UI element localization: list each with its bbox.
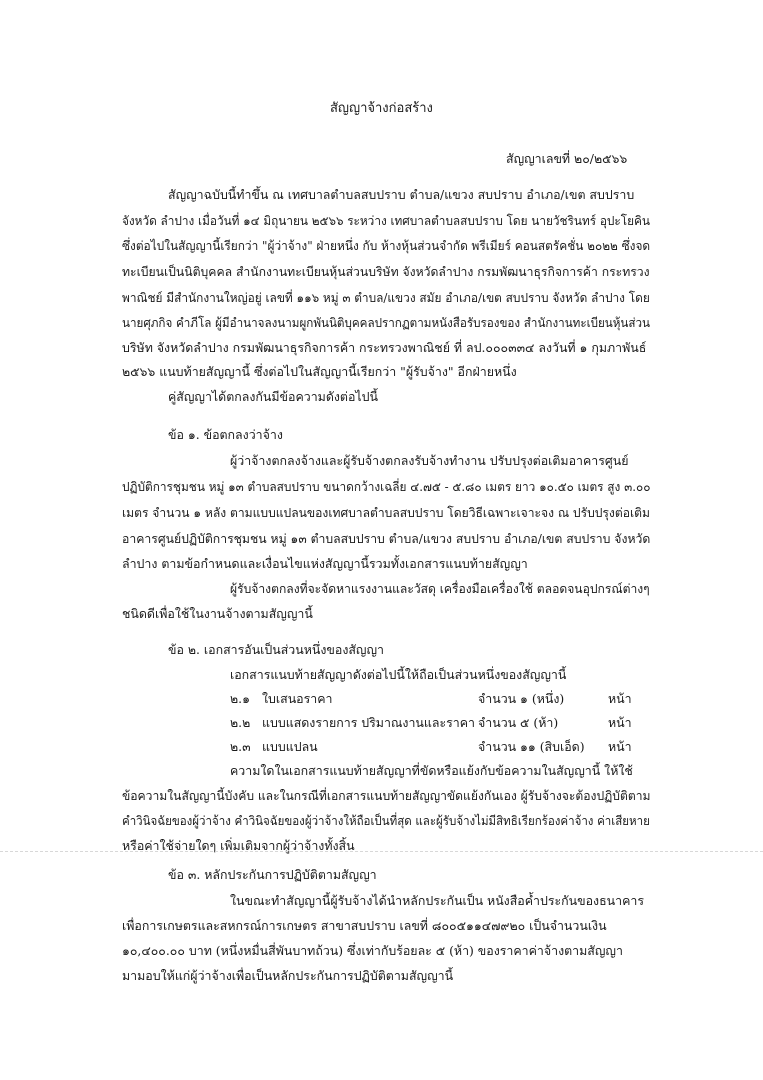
clause-3-line: มามอบให้แก่ผู้ว่าจ้างเพื่อเป็นหลักประกันการปฏิบัติตามสัญญานี้ — [122, 968, 454, 983]
intro-line: ซึ่งต่อไปในสัญญานี้เรียกว่า "ผู้ว่าจ้าง" ฝ่ายหนึ่ง กับ ห้างหุ้นส่วนจำกัด พรีเมียร์ คอนสตรัคชั่น ๒๐๒๒ ซึ่งจด — [122, 238, 651, 253]
clause-1-line: ผู้รับจ้างตกลงที่จะจัดหาแรงงานและวัสดุ เครื่องมือเครื่องใช้ ตลอดจนอุปกรณ์ต่างๆ — [230, 581, 650, 596]
clause-3-heading: ข้อ ๓. หลักประกันการปฏิบัติตามสัญญา — [168, 867, 377, 882]
attachment-name: แบบแสดงรายการ ปริมาณงานและราคา — [262, 715, 476, 730]
intro-line: บริษัท จังหวัดลำปาง กรมพัฒนาธุรกิจการค้า กระทรวงพาณิชย์ ที่ ลป.๐๐๐๓๓๔ ลงวันที่ ๑ กุมภาพันธ์ — [122, 340, 647, 355]
attachment-amount: จำนวน ๑ (หนึ่ง) — [478, 691, 565, 706]
clause-1-line: ผู้ว่าจ้างตกลงจ้างและผู้รับจ้างตกลงรับจ้างทำงาน ปรับปรุงต่อเติมอาคารศูนย์ — [230, 453, 629, 468]
intro-line: นายศุภกิจ คำภีโล ผู้มีอำนาจลงนามผูกพันนิติบุคคลปรากฏตามหนังสือรับรองของ สำนักงานทะเบียนหุ้นส่วน — [122, 315, 651, 330]
attachment-unit: หน้า — [608, 739, 632, 754]
clause-1-line: ชนิดดีเพื่อใช้ในงานจ้างตามสัญญานี้ — [122, 606, 313, 621]
attachment-name: ใบเสนอราคา — [262, 691, 333, 706]
clause-2-line: คำวินิจฉัยของผู้ว่าจ้าง คำวินิจฉัยของผู้ว่าจ้างให้ถือเป็นที่สุด และผู้รับจ้างไม่มีสิทธิเรียกร้องค่าจ้าง ค่าเสียหาย — [122, 813, 650, 828]
clause-3-line: เพื่อการเกษตรและสหกรณ์การเกษตร สาขาสบปราบ เลขที่ ๘๐๐๕๑๑๔๗๙๒๐ เป็นจำนวนเงิน — [122, 918, 607, 933]
clause-1-line: ลำปาง ตามข้อกำหนดและเงื่อนไขแห่งสัญญานี้รวมทั้งเอกสารแนบท้ายสัญญา — [122, 556, 528, 571]
contract-number: สัญญาเลขที่ ๒๐/๒๕๖๖ — [506, 151, 628, 166]
attachment-unit: หน้า — [608, 691, 632, 706]
intro-line: สัญญาฉบับนี้ทำขึ้น ณ เทศบาลตำบลสบปราบ ตำบล/แขวง สบปราบ อำเภอ/เขต สบปราบ — [168, 187, 635, 202]
attachment-amount: จำนวน ๕ (ห้า) — [478, 715, 559, 730]
scan-artifact-line — [0, 851, 763, 852]
clause-2-line: หรือค่าใช้จ่ายใดๆ เพิ่มเติมจากผู้ว่าจ้างทั้งสิ้น — [122, 838, 355, 853]
clause-2-heading: ข้อ ๒. เอกสารอันเป็นส่วนหนึ่งของสัญญา — [168, 642, 385, 657]
clause-2-line: ความใดในเอกสารแนบท้ายสัญญาที่ขัดหรือแย้งกับข้อความในสัญญานี้ ให้ใช้ — [230, 763, 633, 778]
clause-1-line: ปฏิบัติการชุมชน หมู่ ๑๓ ตำบลสบปราบ ขนาดกว้างเฉลี่ย ๔.๗๕ - ๕.๘๐ เมตร ยาว ๑๐.๕๐ เมตร สูง ๓.๐๐ — [122, 479, 651, 494]
attachment-amount: จำนวน ๑๑ (สิบเอ็ด) — [478, 739, 585, 754]
intro-line: ทะเบียนเป็นนิติบุคคล สำนักงานทะเบียนหุ้นส่วนบริษัท จังหวัดลำปาง กรมพัฒนาธุรกิจการค้า กระทรวง — [122, 264, 650, 279]
attachment-name: แบบแปลน — [262, 739, 318, 754]
clause-2-intro: เอกสารแนบท้ายสัญญาดังต่อไปนี้ให้ถือเป็นส่วนหนึ่งของสัญญานี้ — [230, 667, 567, 682]
attachment-unit: หน้า — [608, 715, 632, 730]
clause-1-heading: ข้อ ๑. ข้อตกลงว่าจ้าง — [168, 427, 283, 442]
attachment-no: ๒.๑ — [230, 691, 250, 706]
intro-line: พาณิชย์ มีสำนักงานใหญ่อยู่ เลขที่ ๑๑๖ หมู่ ๓ ตำบล/แขวง สมัย อำเภอ/เขต สบปราบ จังหวัด ลำปาง โดย — [122, 290, 650, 305]
intro-line: ๒๕๖๖ แนบท้ายสัญญานี้ ซึ่งต่อไปในสัญญานี้เรียกว่า "ผู้รับจ้าง" อีกฝ่ายหนึ่ง — [122, 364, 517, 379]
clause-3-line: ๑๐,๔๐๐.๐๐ บาท (หนึ่งหมื่นสี่พันบาทถ้วน) ซึ่งเท่ากับร้อยละ ๕ (ห้า) ของราคาค่าจ้างตามสัญญา — [122, 943, 623, 958]
clause-2-line: ข้อความในสัญญานี้บังคับ และในกรณีที่เอกสารแนบท้ายสัญญาขัดแย้งกันเอง ผู้รับจ้างจะต้องปฏิบัติตาม — [122, 788, 651, 803]
clause-3-line: ในขณะทำสัญญานี้ผู้รับจ้างได้นำหลักประกันเป็น หนังสือค้ำประกันของธนาคาร — [230, 893, 644, 908]
agree-line: คู่สัญญาได้ตกลงกันมีข้อความดังต่อไปนี้ — [168, 389, 378, 404]
attachment-no: ๒.๓ — [230, 739, 251, 754]
clause-1-line: อาคารศูนย์ปฏิบัติการชุมชน หมู่ ๑๓ ตำบลสบปราบ ตำบล/แขวง สบปราบ อำเภอ/เขต สบปราบ จังหวัด — [122, 531, 651, 546]
attachment-no: ๒.๒ — [230, 715, 251, 730]
document-title: สัญญาจ้างก่อสร้าง — [330, 101, 433, 116]
clause-1-line: เมตร จำนวน ๑ หลัง ตามแบบแปลนของเทศบาลตำบลสบปราบ โดยวิธีเฉพาะเจาะจง ณ ปรับปรุงต่อเติม — [122, 505, 650, 520]
intro-line: จังหวัด ลำปาง เมื่อวันที่ ๑๔ มิถุนายน ๒๕๖๖ ระหว่าง เทศบาลตำบลสบปราบ โดย นายวัชรินทร์ อุปะโยคิน — [122, 213, 651, 228]
